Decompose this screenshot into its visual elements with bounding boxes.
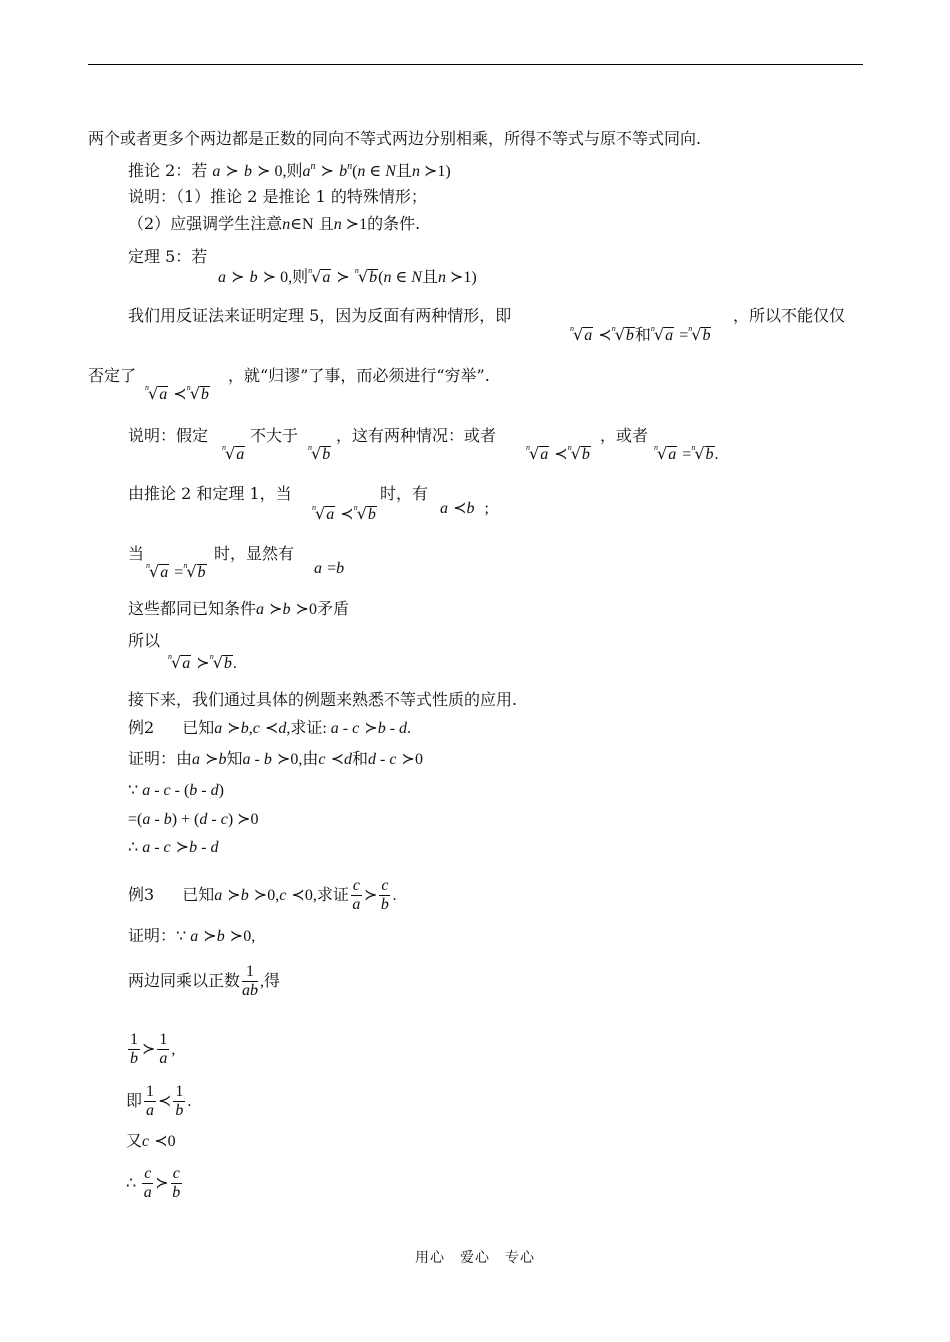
- contradiction-line: 这些都同已知条件a ≻b ≻0矛盾: [128, 599, 350, 618]
- assume-radical-a: $^n$√a: [222, 443, 245, 463]
- proof-3-conclusion: ∴ $\frac{c}{a}$ ≻ $\frac{c}{b}$: [126, 1165, 181, 1201]
- proof-2-line-2: ∵ a - c - (b - d): [128, 782, 224, 799]
- next-examples-intro: 接下来，我们通过具体的例题来熟悉不等式性质的应用.: [128, 690, 518, 709]
- proof-3-namely: 即 $\frac{1}{a}$ ≺ $\frac{1}{b}$ .: [126, 1083, 192, 1119]
- proof-3-reciprocal: $\frac{1}{b}$ ≻ $\frac{1}{a}$ ,: [130, 1031, 176, 1067]
- proof-2-line-1: 证明：由a ≻b知a - b ≻0,由c ≺d和d - c ≻0: [128, 749, 423, 768]
- proof-2-line-4: ∴ a - c ≻b - d: [128, 839, 219, 856]
- theorem-5-label: 定理 5：若: [128, 247, 208, 266]
- theorem-5-formula: a ≻ b ≻ 0,则$^n$√a ≻ $^n$√b(n ∈ N且n ≻1): [218, 266, 477, 286]
- negation-text-post: ，就“归谬”了事，而必须进行“穷举”.: [228, 366, 490, 385]
- when-equal-result: a =b: [314, 560, 345, 577]
- note-2: （2）应强调学生注意n∈N 且n ≻1的条件.: [128, 214, 421, 233]
- note-1: 说明：（1）推论 2 是推论 1 的特殊情形；: [128, 187, 427, 206]
- assume-two-cases: ，这有两种情况：或者: [336, 426, 497, 445]
- assume-radical-b: $^n$√b: [308, 443, 331, 463]
- assume-case-2: $^n$√a =$^n$√b.: [654, 443, 719, 463]
- negation-formula: $^n$√a ≺$^n$√b: [145, 383, 209, 403]
- example-2: 例2 已知a ≻b,c ≺d,求证: a - c ≻b - d.: [128, 718, 412, 737]
- negation-text-pre: 否定了: [88, 366, 137, 385]
- when-equal-text: 当: [128, 544, 145, 563]
- by-corollary-then: 时，有: [380, 484, 429, 503]
- contradiction-proof-tail: ，所以不能仅仅: [733, 306, 846, 325]
- when-equal-obviously: 时，显然有: [214, 544, 295, 563]
- assume-not-greater: 不大于: [250, 426, 299, 445]
- page-footer: 用心 爱心 专心: [415, 1250, 535, 1266]
- by-corollary-result: a ≺b ;: [440, 500, 489, 517]
- assume-case-1: $^n$√a ≺$^n$√b: [526, 443, 590, 463]
- therefore-formula: $^n$√a ≻$^n$√b.: [168, 652, 237, 672]
- paragraph-multiply-inequalities: 两个或者更多个两边都是正数的同向不等式两边分别相乘，所得不等式与原不等式同向.: [88, 129, 702, 148]
- by-corollary-text: 由推论 2 和定理 1，当: [128, 484, 292, 503]
- contradiction-proof-intro: 我们用反证法来证明定理 5，因为反面有两种情形，即: [128, 306, 512, 325]
- corollary-2: 推论 2：若 a ≻ b ≻ 0,则$a^n$ ≻ $b^n(n$ ∈ N且n ≻1): [128, 161, 451, 180]
- assume-or: ，或者: [600, 426, 649, 445]
- by-corollary-formula: $^n$√a ≺$^n$√b: [312, 503, 376, 523]
- example-3: 例3 已知a ≻b ≻0,c ≺0,求证 $\frac{c}{a}$ ≻ $\frac{c}{b}$ .: [128, 877, 397, 913]
- contradiction-cases: $^n$√a ≺$^n$√b和$^n$√a =$^n$√b: [570, 324, 711, 344]
- therefore-text: 所以: [128, 631, 161, 650]
- proof-3-line-1: 证明：∵ a ≻b ≻0,: [128, 926, 256, 945]
- assume-text: 说明：假定: [128, 426, 209, 445]
- when-equal-formula: $^n$√a =$^n$√b: [146, 561, 206, 581]
- proof-3-also: 又c ≺0: [126, 1131, 176, 1150]
- proof-3-multiply: 两边同乘以正数 $\frac{1}{ab}$ ,得: [128, 963, 281, 999]
- proof-2-line-3: =(a - b) + (d - c) ≻0: [128, 811, 259, 828]
- header-rule: [88, 64, 863, 65]
